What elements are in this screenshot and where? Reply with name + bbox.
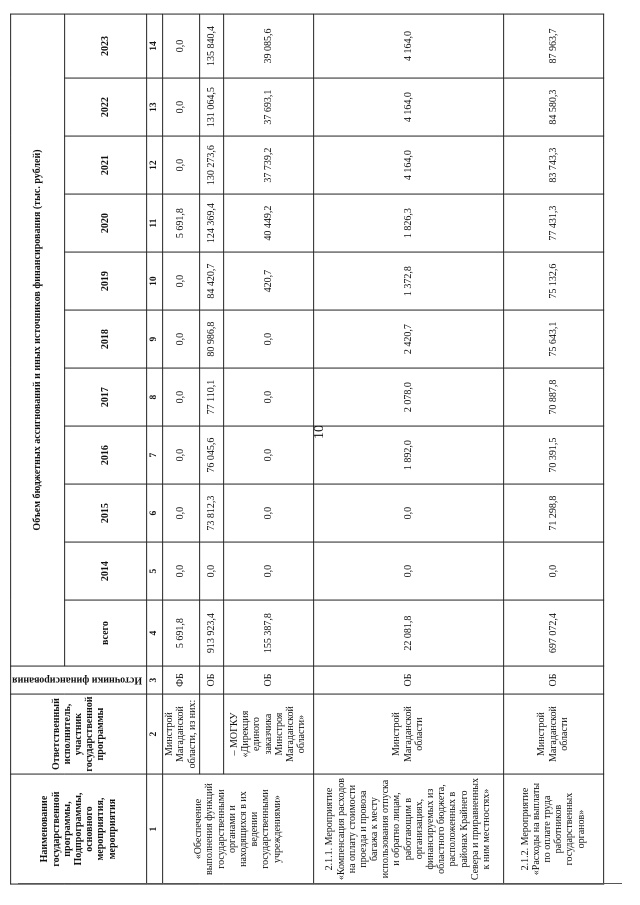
value-cell: 2 078,0 — [313, 368, 503, 426]
column-number: 8 — [147, 368, 163, 426]
header-total: всего — [65, 600, 147, 666]
value-cell: 135 840,4 — [199, 14, 223, 78]
value-cell: 77 431,3 — [503, 194, 603, 252]
column-number: 6 — [147, 484, 163, 542]
value-cell: 697 072,4 — [503, 600, 603, 666]
value-cell: 0,0 — [163, 136, 200, 194]
table-row — [163, 14, 200, 884]
value-cell: 70 391,5 — [503, 426, 603, 484]
table-row — [199, 14, 223, 884]
value-cell: 0,0 — [223, 542, 313, 600]
value-cell: 37 693,1 — [223, 78, 313, 136]
value-cell: 2 420,7 — [313, 310, 503, 368]
value-cell: 77 110,1 — [199, 368, 223, 426]
value-cell: 0,0 — [163, 484, 200, 542]
value-cell: 0,0 — [163, 14, 200, 78]
value-cell: 0,0 — [223, 426, 313, 484]
footer-divider — [18, 883, 622, 884]
value-cell: 73 812,3 — [199, 484, 223, 542]
value-cell: 0,0 — [313, 484, 503, 542]
page-number: 10 — [312, 425, 327, 439]
value-cell: 913 923,4 — [199, 600, 223, 666]
header-year: 2015 — [65, 484, 147, 542]
header-name: Наименование государственной программы, Подпрограммы, основного мероприятия, мероприятия — [11, 774, 147, 884]
program-name: «Обеспечение выполнения функций государственными органами и находящихся в их ведении государственными учреждениями» — [163, 774, 314, 884]
header-year: 2019 — [65, 252, 147, 310]
header-year: 2021 — [65, 136, 147, 194]
responsible-cell: Минстрой Магаданской области, из них: — [163, 694, 200, 774]
value-cell: 0,0 — [199, 542, 223, 600]
header-source: Источники финансирования — [11, 666, 147, 694]
value-cell: 0,0 — [223, 484, 313, 542]
source-cell: ФБ — [163, 666, 200, 694]
value-cell: 155 387,8 — [223, 600, 313, 666]
value-cell: 0,0 — [163, 310, 200, 368]
value-cell: 0,0 — [313, 542, 503, 600]
column-number: 4 — [147, 600, 163, 666]
column-number: 13 — [147, 78, 163, 136]
header-year: 2023 — [65, 14, 147, 78]
activity-name: 2.1.2. Мероприятие «Расходы на выплаты по оплате труда работников государственных органов» — [503, 774, 603, 884]
value-cell: 1 372,8 — [313, 252, 503, 310]
header-year: 2022 — [65, 78, 147, 136]
table-row — [503, 14, 603, 884]
value-cell: 0,0 — [503, 542, 603, 600]
column-number: 7 — [147, 426, 163, 484]
value-cell: 70 887,8 — [503, 368, 603, 426]
activity-name: 2.1.1. Мероприятие «Компенсация расходов на оплату стоимости проезда и провоза багажа к месту использования отпуска и обратно лицам, работающим в организациях, финансируемых из областного бюджета, расположенных в районах Крайнего Севера и приравненных к ним местностях» — [313, 774, 503, 884]
value-cell: 71 298,8 — [503, 484, 603, 542]
value-cell: 0,0 — [163, 78, 200, 136]
value-cell: 84 420,7 — [199, 252, 223, 310]
table-row — [313, 14, 503, 884]
header-year: 2016 — [65, 426, 147, 484]
value-cell: 5 691,8 — [163, 194, 200, 252]
column-number: 9 — [147, 310, 163, 368]
value-cell: 131 064,5 — [199, 78, 223, 136]
header-year: 2020 — [65, 194, 147, 252]
value-cell: 0,0 — [163, 368, 200, 426]
value-cell: 1 826,3 — [313, 194, 503, 252]
value-cell: 87 963,7 — [503, 14, 603, 78]
header-year: 2014 — [65, 542, 147, 600]
value-cell: 124 369,4 — [199, 194, 223, 252]
responsible-cell: Минстрой Магаданской области — [313, 694, 503, 774]
column-number: 11 — [147, 194, 163, 252]
column-number: 5 — [147, 542, 163, 600]
value-cell: 0,0 — [163, 252, 200, 310]
responsible-cell — [199, 694, 223, 774]
column-number: 1 — [147, 774, 163, 884]
value-cell: 4 164,0 — [313, 136, 503, 194]
responsible-cell: Минстрой Магаданской области — [503, 694, 603, 774]
value-cell: 84 580,3 — [503, 78, 603, 136]
value-cell: 0,0 — [223, 368, 313, 426]
column-number: 14 — [147, 14, 163, 78]
source-cell: ОБ — [223, 666, 313, 694]
value-cell: 0,0 — [163, 542, 200, 600]
value-cell: 75 643,1 — [503, 310, 603, 368]
column-number: 2 — [147, 694, 163, 774]
value-cell: 37 739,2 — [223, 136, 313, 194]
value-cell: 5 691,8 — [163, 600, 200, 666]
value-cell: 39 085,6 — [223, 14, 313, 78]
source-cell: ОБ — [313, 666, 503, 694]
value-cell: 83 743,3 — [503, 136, 603, 194]
value-cell: 22 081,8 — [313, 600, 503, 666]
header-year: 2017 — [65, 368, 147, 426]
value-cell: 4 164,0 — [313, 14, 503, 78]
value-cell: 75 132,6 — [503, 252, 603, 310]
funding-table — [10, 13, 604, 884]
column-number: 10 — [147, 252, 163, 310]
value-cell: 4 164,0 — [313, 78, 503, 136]
value-cell: 420,7 — [223, 252, 313, 310]
header-funding-title: Объем бюджетных ассигнований и иных источников финансирования (тыс. рублей) — [11, 14, 65, 666]
value-cell: 0,0 — [163, 426, 200, 484]
source-cell: ОБ — [199, 666, 223, 694]
responsible-cell: – МОГКУ «Дирекция единого заказчика Минстроя Магаданской области» — [223, 694, 313, 774]
value-cell: 80 986,8 — [199, 310, 223, 368]
source-cell: ОБ — [503, 666, 603, 694]
value-cell: 130 273,6 — [199, 136, 223, 194]
column-number: 3 — [147, 666, 163, 694]
table-frame — [12, 14, 587, 884]
header-responsible: Ответственный исполнитель, участник государственной программы — [11, 694, 147, 774]
value-cell: 40 449,2 — [223, 194, 313, 252]
column-number: 12 — [147, 136, 163, 194]
header-year: 2018 — [65, 310, 147, 368]
value-cell: 0,0 — [223, 310, 313, 368]
table-row — [223, 14, 313, 884]
value-cell: 1 892,0 — [313, 426, 503, 484]
value-cell: 76 045,6 — [199, 426, 223, 484]
